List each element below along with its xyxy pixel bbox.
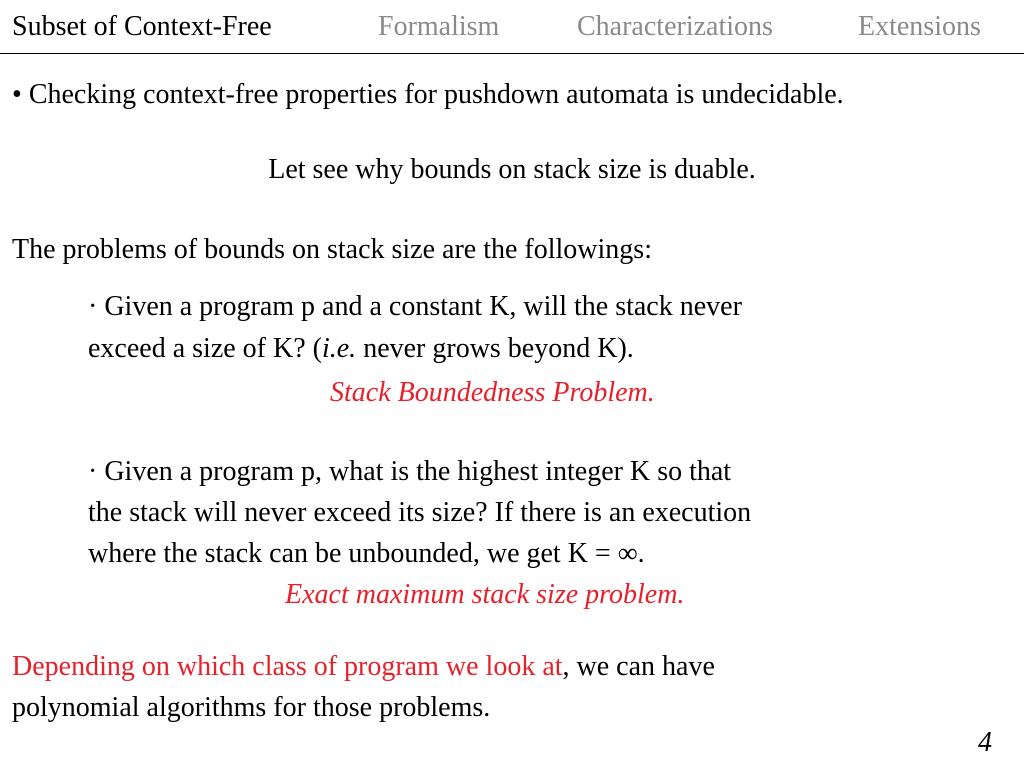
problem1-line1: · Given a program p and a constant K, will the stack never [88,291,742,322]
problem2-line2: the stack will never exceed its size? If there is an execution [88,497,752,528]
conclusion-line2: polynomial algorithms for those problems. [12,692,491,723]
conclusion-highlight: Depending on which class of program we look at [12,651,563,682]
page-number: 4 [978,727,992,758]
nav-section-formalism[interactable]: Formalism [378,11,500,42]
problem1-name: Stack Boundedness Problem. [330,377,655,408]
nav-section-extensions[interactable]: Extensions [858,11,981,42]
bullet-point [12,78,844,112]
conclusion-rest: , we can have [562,651,715,682]
problem1-line2 [88,332,634,366]
problem1-line2-after: never grows beyond K). [356,333,634,364]
problem2-line3: where the stack can be unbounded, we get K = ∞. [88,538,645,569]
problem2-name: Exact maximum stack size problem. [285,579,685,610]
problems-intro: The problems of bounds on stack size are the followings: [12,234,652,265]
slide-header [0,0,1024,54]
conclusion-line1 [12,650,715,684]
nav-section-characterizations[interactable]: Characterizations [577,11,773,42]
problem1-ie: i.e. [321,333,357,364]
problem1-line2-before: exceed a size of K? ( [88,333,322,364]
bullet-marker: • [12,79,22,110]
problem2-line1: · Given a program p, what is the highest integer K so that [88,456,732,487]
centered-statement: Let see why bounds on stack size is duable. [268,154,756,185]
bullet-text: Checking context-free properties for pushdown automata is undecidable. [28,79,844,110]
nav-active-section[interactable]: Subset of Context-Free [12,11,272,42]
